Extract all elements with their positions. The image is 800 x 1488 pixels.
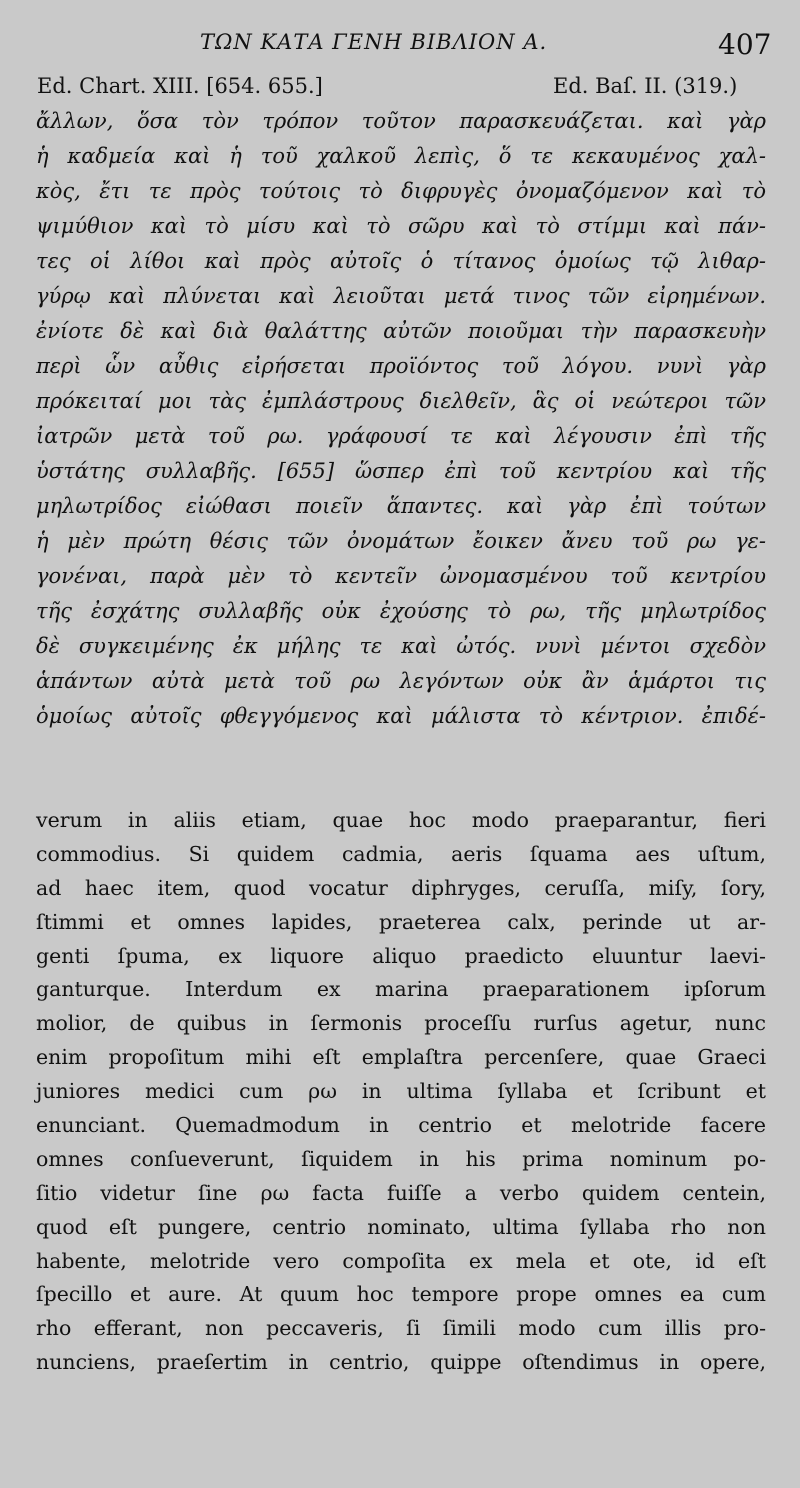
greek-text-line: ἁπάντων αὐτὰ μετὰ τοῦ ρω λεγόντων οὐκ ἂν ἁμάρτοι τις — [36, 669, 766, 693]
edition-reference-left: Ed. Chart. XIII. [654. 655.] — [37, 74, 323, 98]
greek-text-line: ψιμύθιον καὶ τὸ μίσυ καὶ τὸ σῶρυ καὶ τὸ στίμμι καὶ πάν- — [36, 214, 766, 238]
latin-text-line: verum in aliis etiam, quae hoc modo praeparantur, fieri — [36, 808, 766, 832]
greek-text-line: τῆς ἐσχάτης συλλαβῆς οὐκ ἐχούσης τὸ ρω, τῆς μηλωτρίδος — [36, 599, 766, 623]
greek-text-line: πρόκειταί μοι τὰς ἐμπλάστρους διελθεῖν, ἃς οἱ νεώτεροι τῶν — [36, 389, 766, 413]
latin-text-line: quod eſt pungere, centrio nominato, ultima ſyllaba rho non — [36, 1214, 766, 1239]
greek-text-line: περὶ ὧν αὖθις εἰρήσεται προϊόντος τοῦ λόγου. νυνὶ γὰρ — [36, 354, 766, 378]
page-number: 407 — [718, 28, 772, 61]
greek-text-line: ἡ καδμεία καὶ ἡ τοῦ χαλκοῦ λεπὶς, ὅ τε κεκαυμένος χαλ- — [36, 144, 766, 168]
latin-text-line: omnes conſueverunt, ſiquidem in his prima nominum po- — [36, 1146, 766, 1171]
greek-text-line: ἰατρῶν μετὰ τοῦ ρω. γράφουσί τε καὶ λέγουσιν ἐπὶ τῆς — [36, 424, 766, 448]
greek-text-line: ἄλλων, ὅσα τὸν τρόπον τοῦτον παρασκευάζεται. καὶ γὰρ — [36, 109, 766, 133]
greek-text-line: δὲ συγκειμένης ἐκ μήλης τε καὶ ὠτός. νυνὶ μέντοι σχεδὸν — [36, 634, 766, 658]
latin-text-line: enunciant. Quemadmodum in centrio et melotride facere — [36, 1113, 766, 1138]
latin-text-line: habente, melotride vero compoſita ex mela et ote, id eſt — [36, 1248, 766, 1273]
greek-text-line: μηλωτρίδος εἰώθασι ποιεῖν ἅπαντες. καὶ γὰρ ἐπὶ τούτων — [36, 494, 766, 518]
latin-text-line: rho efferant, non peccaveris, ſi ſimili modo cum illis pro- — [36, 1316, 766, 1341]
latin-text-line: commodius. Si quidem cadmia, aeris ſquama aes uſtum, — [36, 841, 766, 866]
latin-text-line: ganturque. Interdum ex marina praeparationem ipſorum — [36, 977, 766, 1002]
greek-text-line: κὸς, ἔτι τε πρὸς τούτοις τὸ διφρυγὲς ὀνομαζόμενον καὶ τὸ — [36, 179, 766, 203]
latin-text-line: juniores medici cum ρω in ultima ſyllaba et ſcribunt et — [36, 1079, 766, 1104]
greek-text-line: ὁμοίως αὐτοῖς φθεγγόμενος καὶ μάλιστα τὸ κέντριον. ἐπιδέ- — [36, 704, 766, 728]
latin-text-line: enim propoſitum mihi eſt emplaſtra percenſere, quae Graeci — [36, 1045, 766, 1070]
latin-text-block — [36, 804, 766, 1380]
greek-text-block — [36, 104, 766, 734]
page-header-title: ΤΩΝ ΚΑΤΑ ΓΕΝΗ ΒΙΒΛΙΟΝ Α. — [200, 30, 548, 54]
latin-text-line: ſpecillo et aure. At quum hoc tempore prope omnes ea cum — [36, 1282, 766, 1307]
edition-reference-right: Ed. Baſ. II. (319.) — [553, 74, 738, 98]
latin-text-line: ad haec item, quod vocatur diphryges, ceruſſa, miſy, ſory, — [36, 875, 766, 900]
latin-text-line: molior, de quibus in ſermonis proceſſu rurſus agetur, nunc — [36, 1011, 766, 1036]
greek-text-line: ἐνίοτε δὲ καὶ διὰ θαλάττης αὐτῶν ποιοῦμαι τὴν παρασκευὴν — [36, 319, 766, 343]
latin-text-line: nunciens, praeſertim in centrio, quippe oſtendimus in opere, — [36, 1350, 766, 1375]
latin-text-line: ſitio videtur ſine ρω facta fuiſſe a verbo quidem centein, — [36, 1180, 766, 1205]
latin-text-line: genti ſpuma, ex liquore aliquo praedicto eluuntur laevi- — [36, 943, 766, 968]
greek-text-line: γύρῳ καὶ πλύνεται καὶ λειοῦται μετά τινος τῶν εἰρημένων. — [36, 284, 766, 308]
greek-text-line: ὑστάτης συλλαβῆς. [655] ὥσπερ ἐπὶ τοῦ κεντρίου καὶ τῆς — [36, 459, 766, 483]
greek-text-line: ἡ μὲν πρώτη θέσις τῶν ὀνομάτων ἔοικεν ἄνευ τοῦ ρω γε- — [36, 529, 766, 553]
greek-text-line: τες οἱ λίθοι καὶ πρὸς αὐτοῖς ὁ τίτανος ὁμοίως τῷ λιθαρ- — [36, 249, 766, 273]
greek-text-line: γονέναι, παρὰ μὲν τὸ κεντεῖν ὠνομασμένου τοῦ κεντρίου — [36, 564, 766, 588]
latin-text-line: ſtimmi et omnes lapides, praeterea calx, perinde ut ar- — [36, 909, 766, 934]
